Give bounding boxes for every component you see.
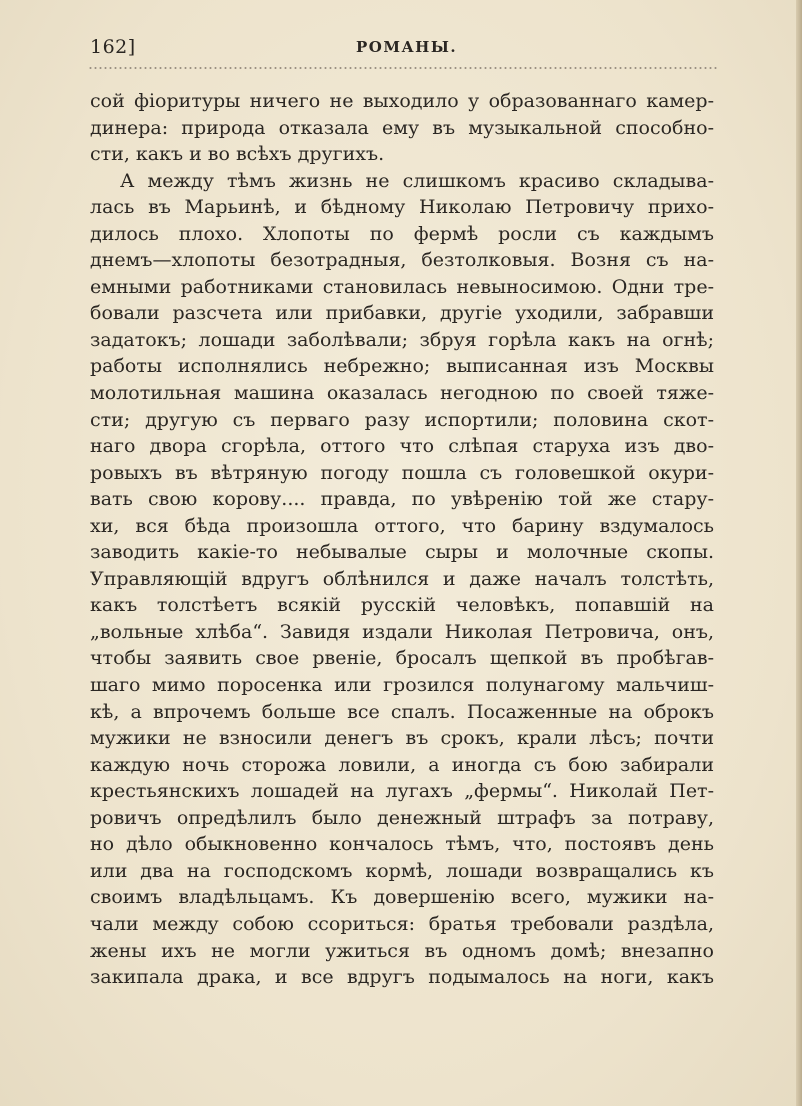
text-line: днемъ—хлопоты безотрадныя, безтолковыя. Возня съ на-: [90, 249, 714, 272]
text-line: каждую ночь сторожа ловили, а иногда съ бою забирали: [90, 753, 714, 776]
text-line: динера: природа отказала ему въ музыкальной способно-: [90, 116, 714, 139]
running-head: РОМАНЫ.: [356, 38, 458, 56]
text-line: своимъ владѣльцамъ. Къ довершенію всего, мужики на-: [90, 886, 714, 909]
text-line: крестьянскихъ лошадей на лугахъ „фермы“. Николай Пет-: [90, 780, 714, 803]
text-line: „вольные хлѣба“. Завидя издали Николая Петровича, онъ,: [90, 620, 714, 643]
text-line: ровичъ опредѣлилъ было денежный штрафъ за потраву,: [90, 806, 714, 829]
text-line: дилось плохо. Хлопоты по фермѣ росли съ каждымъ: [90, 222, 714, 245]
text-line: емными работниками становилась невыносимою. Одни тре-: [90, 275, 714, 298]
text-line: лась въ Марьинѣ, и бѣдному Николаю Петровичу прихо-: [90, 196, 714, 219]
text-line: вать свою корову.... правда, по увѣренію той же стару-: [90, 488, 714, 511]
text-line: сти, какъ и во всѣхъ другихъ.: [90, 143, 385, 166]
text-line: сти; другую съ перваго разу испортили; половина скот-: [90, 408, 714, 431]
text-line: шаго мимо поросенка или грозился полунагому мальчиш-: [90, 674, 714, 697]
text-line: сой фіоритуры ничего не выходило у образованнаго камер-: [90, 90, 714, 112]
text-line: заводить какіе-то небывалые сыры и молочные скопы.: [90, 541, 714, 564]
text-line: Управляющій вдругъ облѣнился и даже началъ толстѣть,: [90, 567, 714, 590]
text-line: наго двора сгорѣла, оттого что слѣпая старуха изъ дво-: [90, 435, 714, 458]
body-text: [90, 88, 714, 991]
text-line: но дѣло обыкновенно кончалось тѣмъ, что, постоявъ день: [90, 833, 714, 856]
text-line: какъ толстѣетъ всякій русскій человѣкъ, попавшій на: [90, 594, 714, 617]
page-edge-shadow: [796, 0, 802, 1106]
text-line: мужики не взносили денегъ въ срокъ, крали лѣсъ; почти: [90, 727, 714, 750]
text-line: закипала драка, и все вдругъ подымалось на ноги, какъ: [90, 966, 714, 989]
text-line: задатокъ; лошади заболѣвали; збруя горѣла какъ на огнѣ;: [90, 328, 714, 351]
page-number: 162]: [90, 36, 136, 58]
text-line: или два на господскомъ кормѣ, лошади возвращались къ: [90, 859, 714, 882]
header-rule: [88, 66, 718, 70]
text-line: жены ихъ не могли ужиться въ одномъ домѣ; внезапно: [90, 939, 714, 962]
text-line: чали между собою ссориться: братья требовали раздѣла,: [90, 912, 714, 935]
text-line: работы исполнялись небрежно; выписанная изъ Москвы: [90, 355, 714, 378]
text-line: бовали разсчета или прибавки, другіе уходили, забравши: [90, 302, 714, 325]
page-header: [88, 36, 718, 66]
text-line: чтобы заявить свое рвеніе, бросалъ щепкой въ пробѣгав-: [90, 647, 714, 670]
text-line: ровыхъ въ вѣтряную погоду пошла съ головешкой окури-: [90, 461, 714, 484]
text-line: кѣ, а впрочемъ больше все спалъ. Посаженные на оброкъ: [90, 700, 714, 723]
text-line: молотильная машина оказалась негодною по своей тяже-: [90, 382, 714, 405]
text-line: А между тѣмъ жизнь не слишкомъ красиво складыва-: [120, 169, 714, 192]
text-line: хи, вся бѣда произошла оттого, что барину вздумалось: [90, 514, 714, 537]
